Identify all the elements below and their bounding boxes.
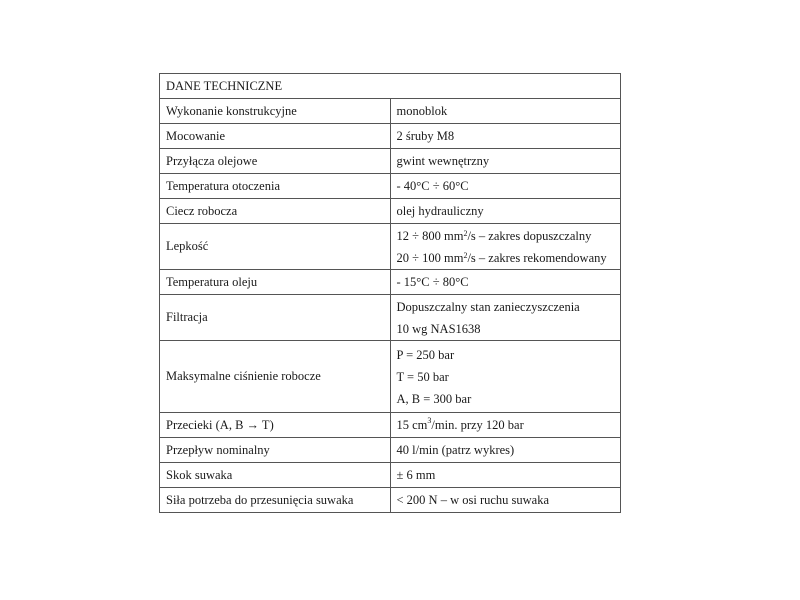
row-value: [390, 341, 621, 413]
table-row: [160, 174, 621, 199]
row-value: 15 $cm^3/\min$. przy 120 bar: [390, 413, 621, 438]
row-label: Maksymalne ciśnienie robocze: [160, 341, 391, 413]
table-row: [160, 224, 621, 270]
table-row: [160, 124, 621, 149]
table-row: [160, 413, 621, 438]
value-line: Dopuszczalny stan zanieczyszczenia: [396, 299, 580, 314]
table-row: [160, 341, 621, 413]
row-label: Przecieki (A, B → T): [160, 413, 391, 438]
table-row: [160, 438, 621, 463]
row-value: - 40°C ÷ 60°C: [390, 174, 621, 199]
table-title-row: [160, 74, 621, 99]
table-row: [160, 463, 621, 488]
row-value: 2 śruby M8: [390, 124, 621, 149]
table-row: [160, 149, 621, 174]
table-row: [160, 199, 621, 224]
row-label: Siła potrzeba do przesunięcia suwaka: [160, 488, 391, 513]
value-line: 12 ÷ 800 $mm^2/s$ – zakres dopuszczalny: [396, 228, 592, 243]
value-line: T = 50 bar: [396, 369, 449, 384]
row-label: Lepkość: [160, 224, 391, 270]
value-line: P = 250 bar: [396, 347, 455, 362]
value-line: A, B = 300 bar: [396, 391, 472, 406]
table-title: DANE TECHNICZNE: [160, 74, 621, 99]
row-label: Mocowanie: [160, 124, 391, 149]
table-row: [160, 295, 621, 341]
value-line: 20 ÷ 100 $mm^2/s$ – zakres rekomendowany: [396, 250, 607, 265]
row-value: gwint wewnętrzny: [390, 149, 621, 174]
row-value: - 15°C ÷ 80°C: [390, 270, 621, 295]
row-label: Przyłącza olejowe: [160, 149, 391, 174]
row-value: monoblok: [390, 99, 621, 124]
row-label: Wykonanie konstrukcyjne: [160, 99, 391, 124]
table-row: [160, 488, 621, 513]
row-value: 40 l/min (patrz wykres): [390, 438, 621, 463]
value-line: 10 wg NAS1638: [396, 321, 481, 336]
row-label: Przepływ nominalny: [160, 438, 391, 463]
row-label: Temperatura otoczenia: [160, 174, 391, 199]
technical-data-table: [159, 73, 621, 513]
row-value: < 200 N – w osi ruchu suwaka: [390, 488, 621, 513]
table-row: [160, 99, 621, 124]
row-label: Skok suwaka: [160, 463, 391, 488]
row-value: [390, 295, 621, 341]
row-value: olej hydrauliczny: [390, 199, 621, 224]
row-label: Temperatura oleju: [160, 270, 391, 295]
table-row: [160, 270, 621, 295]
row-value: [390, 224, 621, 270]
row-label: Ciecz robocza: [160, 199, 391, 224]
row-value: ± 6 mm: [390, 463, 621, 488]
row-label: Filtracja: [160, 295, 391, 341]
